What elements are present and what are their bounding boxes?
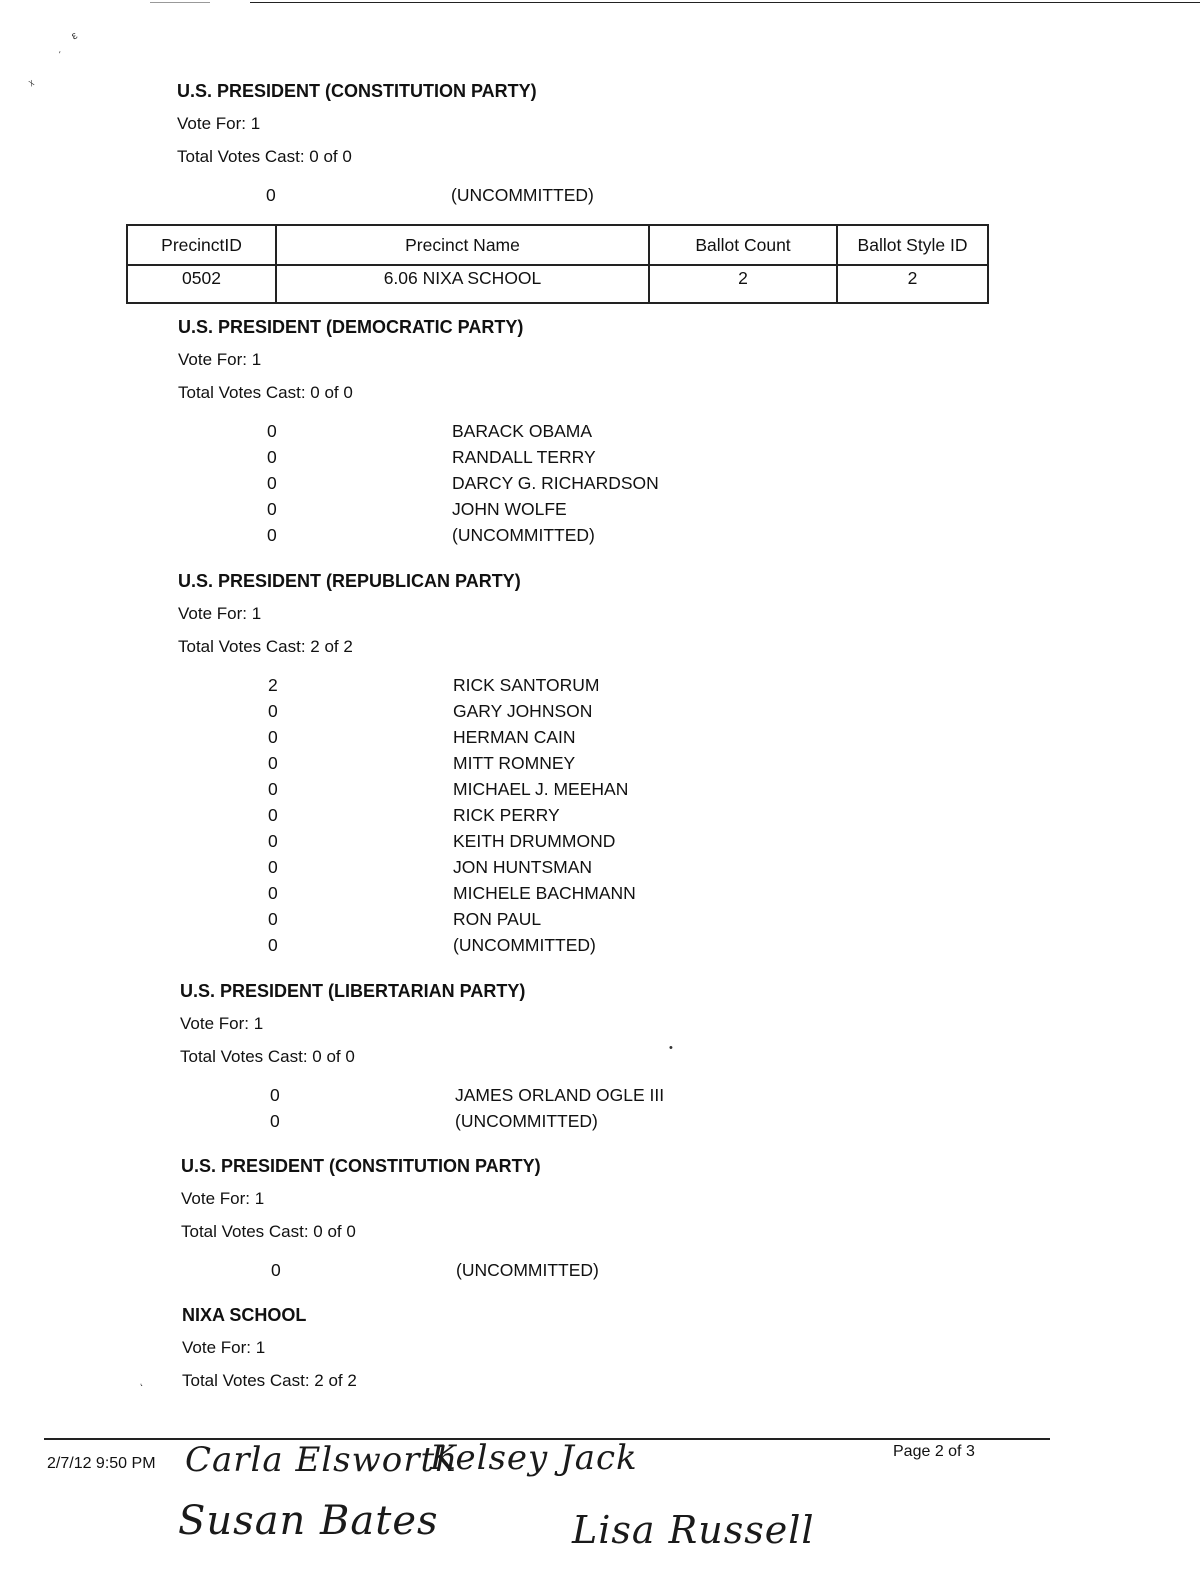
vote-count: 0	[268, 935, 278, 955]
candidate-name: (UNCOMMITTED)	[456, 1260, 599, 1280]
vote-for: Vote For: 1	[182, 1338, 266, 1357]
candidate-name: (UNCOMMITTED)	[453, 935, 596, 955]
vote-count: 0	[268, 753, 278, 773]
candidate-name: RANDALL TERRY	[452, 447, 596, 467]
scan-speck: ʻ	[139, 1382, 148, 1394]
section-title: NIXA SCHOOL	[182, 1305, 307, 1325]
candidate-name: JON HUNTSMAN	[453, 857, 593, 877]
candidate-name: (UNCOMMITTED)	[451, 185, 594, 205]
precinct-table-header	[127, 225, 988, 265]
section-title: U.S. PRESIDENT (LIBERTARIAN PARTY)	[180, 981, 526, 1001]
total-votes: Total Votes Cast: 0 of 0	[177, 147, 352, 166]
candidate-name: RICK PERRY	[453, 805, 560, 825]
vote-count: 0	[267, 473, 277, 493]
vote-count: 0	[268, 727, 278, 747]
vote-for: Vote For: 1	[178, 350, 262, 369]
vote-count: 0	[270, 1085, 280, 1105]
total-votes: Total Votes Cast: 0 of 0	[178, 383, 353, 402]
section-title: U.S. PRESIDENT (CONSTITUTION PARTY)	[181, 1156, 541, 1176]
candidate-name: MITT ROMNEY	[453, 753, 576, 773]
total-votes: Total Votes Cast: 2 of 2	[182, 1371, 357, 1390]
signature: Kelsey Jack	[430, 1438, 638, 1478]
vote-count: 0	[268, 805, 278, 825]
candidate-name: MICHAEL J. MEEHAN	[453, 779, 629, 799]
vote-count: 0	[267, 499, 277, 519]
top-edge-mark	[150, 2, 210, 3]
vote-for: Vote For: 1	[178, 604, 262, 623]
candidate-name: JAMES ORLAND OGLE III	[455, 1085, 665, 1105]
vote-count: 0	[267, 447, 277, 467]
signature: Lisa Russell	[572, 1508, 815, 1552]
vote-for: Vote For: 1	[177, 114, 261, 133]
vote-for: Vote For: 1	[180, 1014, 264, 1033]
vote-count: 0	[268, 831, 278, 851]
ballot-count: 2	[649, 265, 837, 303]
page-number: Page 2 of 3	[893, 1443, 975, 1460]
header-precinct-name: Precinct Name	[276, 225, 649, 265]
candidate-name: GARY JOHNSON	[453, 701, 593, 721]
scan-speck: ˊ	[57, 49, 67, 63]
vote-count: 0	[268, 779, 278, 799]
precinct-name: 6.06 NIXA SCHOOL	[276, 265, 649, 303]
vote-count: 0	[266, 185, 276, 205]
scan-speck: ᵡ	[27, 77, 37, 91]
vote-count: 0	[267, 525, 277, 545]
candidate-name: KEITH DRUMMOND	[453, 831, 616, 851]
vote-for: Vote For: 1	[181, 1189, 265, 1208]
candidate-name: DARCY G. RICHARDSON	[452, 473, 659, 493]
vote-count: 0	[271, 1260, 281, 1280]
candidate-name: BARACK OBAMA	[452, 421, 593, 441]
scan-speck: ε	[69, 29, 80, 43]
signature: Carla Elsworth	[185, 1440, 459, 1480]
vote-count: 0	[270, 1111, 280, 1131]
total-votes: Total Votes Cast: 2 of 2	[178, 637, 353, 656]
section-title: U.S. PRESIDENT (DEMOCRATIC PARTY)	[178, 317, 524, 337]
precinct-table	[126, 224, 989, 304]
total-votes: Total Votes Cast: 0 of 0	[181, 1222, 356, 1241]
vote-count: 0	[268, 909, 278, 929]
report-timestamp: 2/7/12 9:50 PM	[47, 1455, 156, 1472]
vote-count: 0	[268, 883, 278, 903]
signature: Susan Bates	[178, 1498, 439, 1544]
precinct-id: 0502	[127, 265, 276, 303]
vote-count: 0	[268, 701, 278, 721]
candidate-name: HERMAN CAIN	[453, 727, 576, 747]
candidate-name: RICK SANTORUM	[453, 675, 600, 695]
candidate-name: MICHELE BACHMANN	[453, 883, 636, 903]
table-row	[127, 265, 988, 303]
top-edge-rule	[250, 2, 1200, 3]
header-precinct-id: PrecinctID	[127, 225, 276, 265]
candidate-name: JOHN WOLFE	[452, 499, 567, 519]
scan-speck: •	[669, 1042, 673, 1054]
candidate-name: (UNCOMMITTED)	[452, 525, 595, 545]
vote-count: 2	[268, 675, 278, 695]
candidate-name: RON PAUL	[453, 909, 542, 929]
header-ballot-count: Ballot Count	[649, 225, 837, 265]
section-title: U.S. PRESIDENT (CONSTITUTION PARTY)	[177, 81, 537, 101]
candidate-name: (UNCOMMITTED)	[455, 1111, 598, 1131]
vote-count: 0	[268, 857, 278, 877]
section-title: U.S. PRESIDENT (REPUBLICAN PARTY)	[178, 571, 521, 591]
ballot-style-id: 2	[837, 265, 988, 303]
header-ballot-style-id: Ballot Style ID	[837, 225, 988, 265]
total-votes: Total Votes Cast: 0 of 0	[180, 1047, 355, 1066]
vote-count: 0	[267, 421, 277, 441]
